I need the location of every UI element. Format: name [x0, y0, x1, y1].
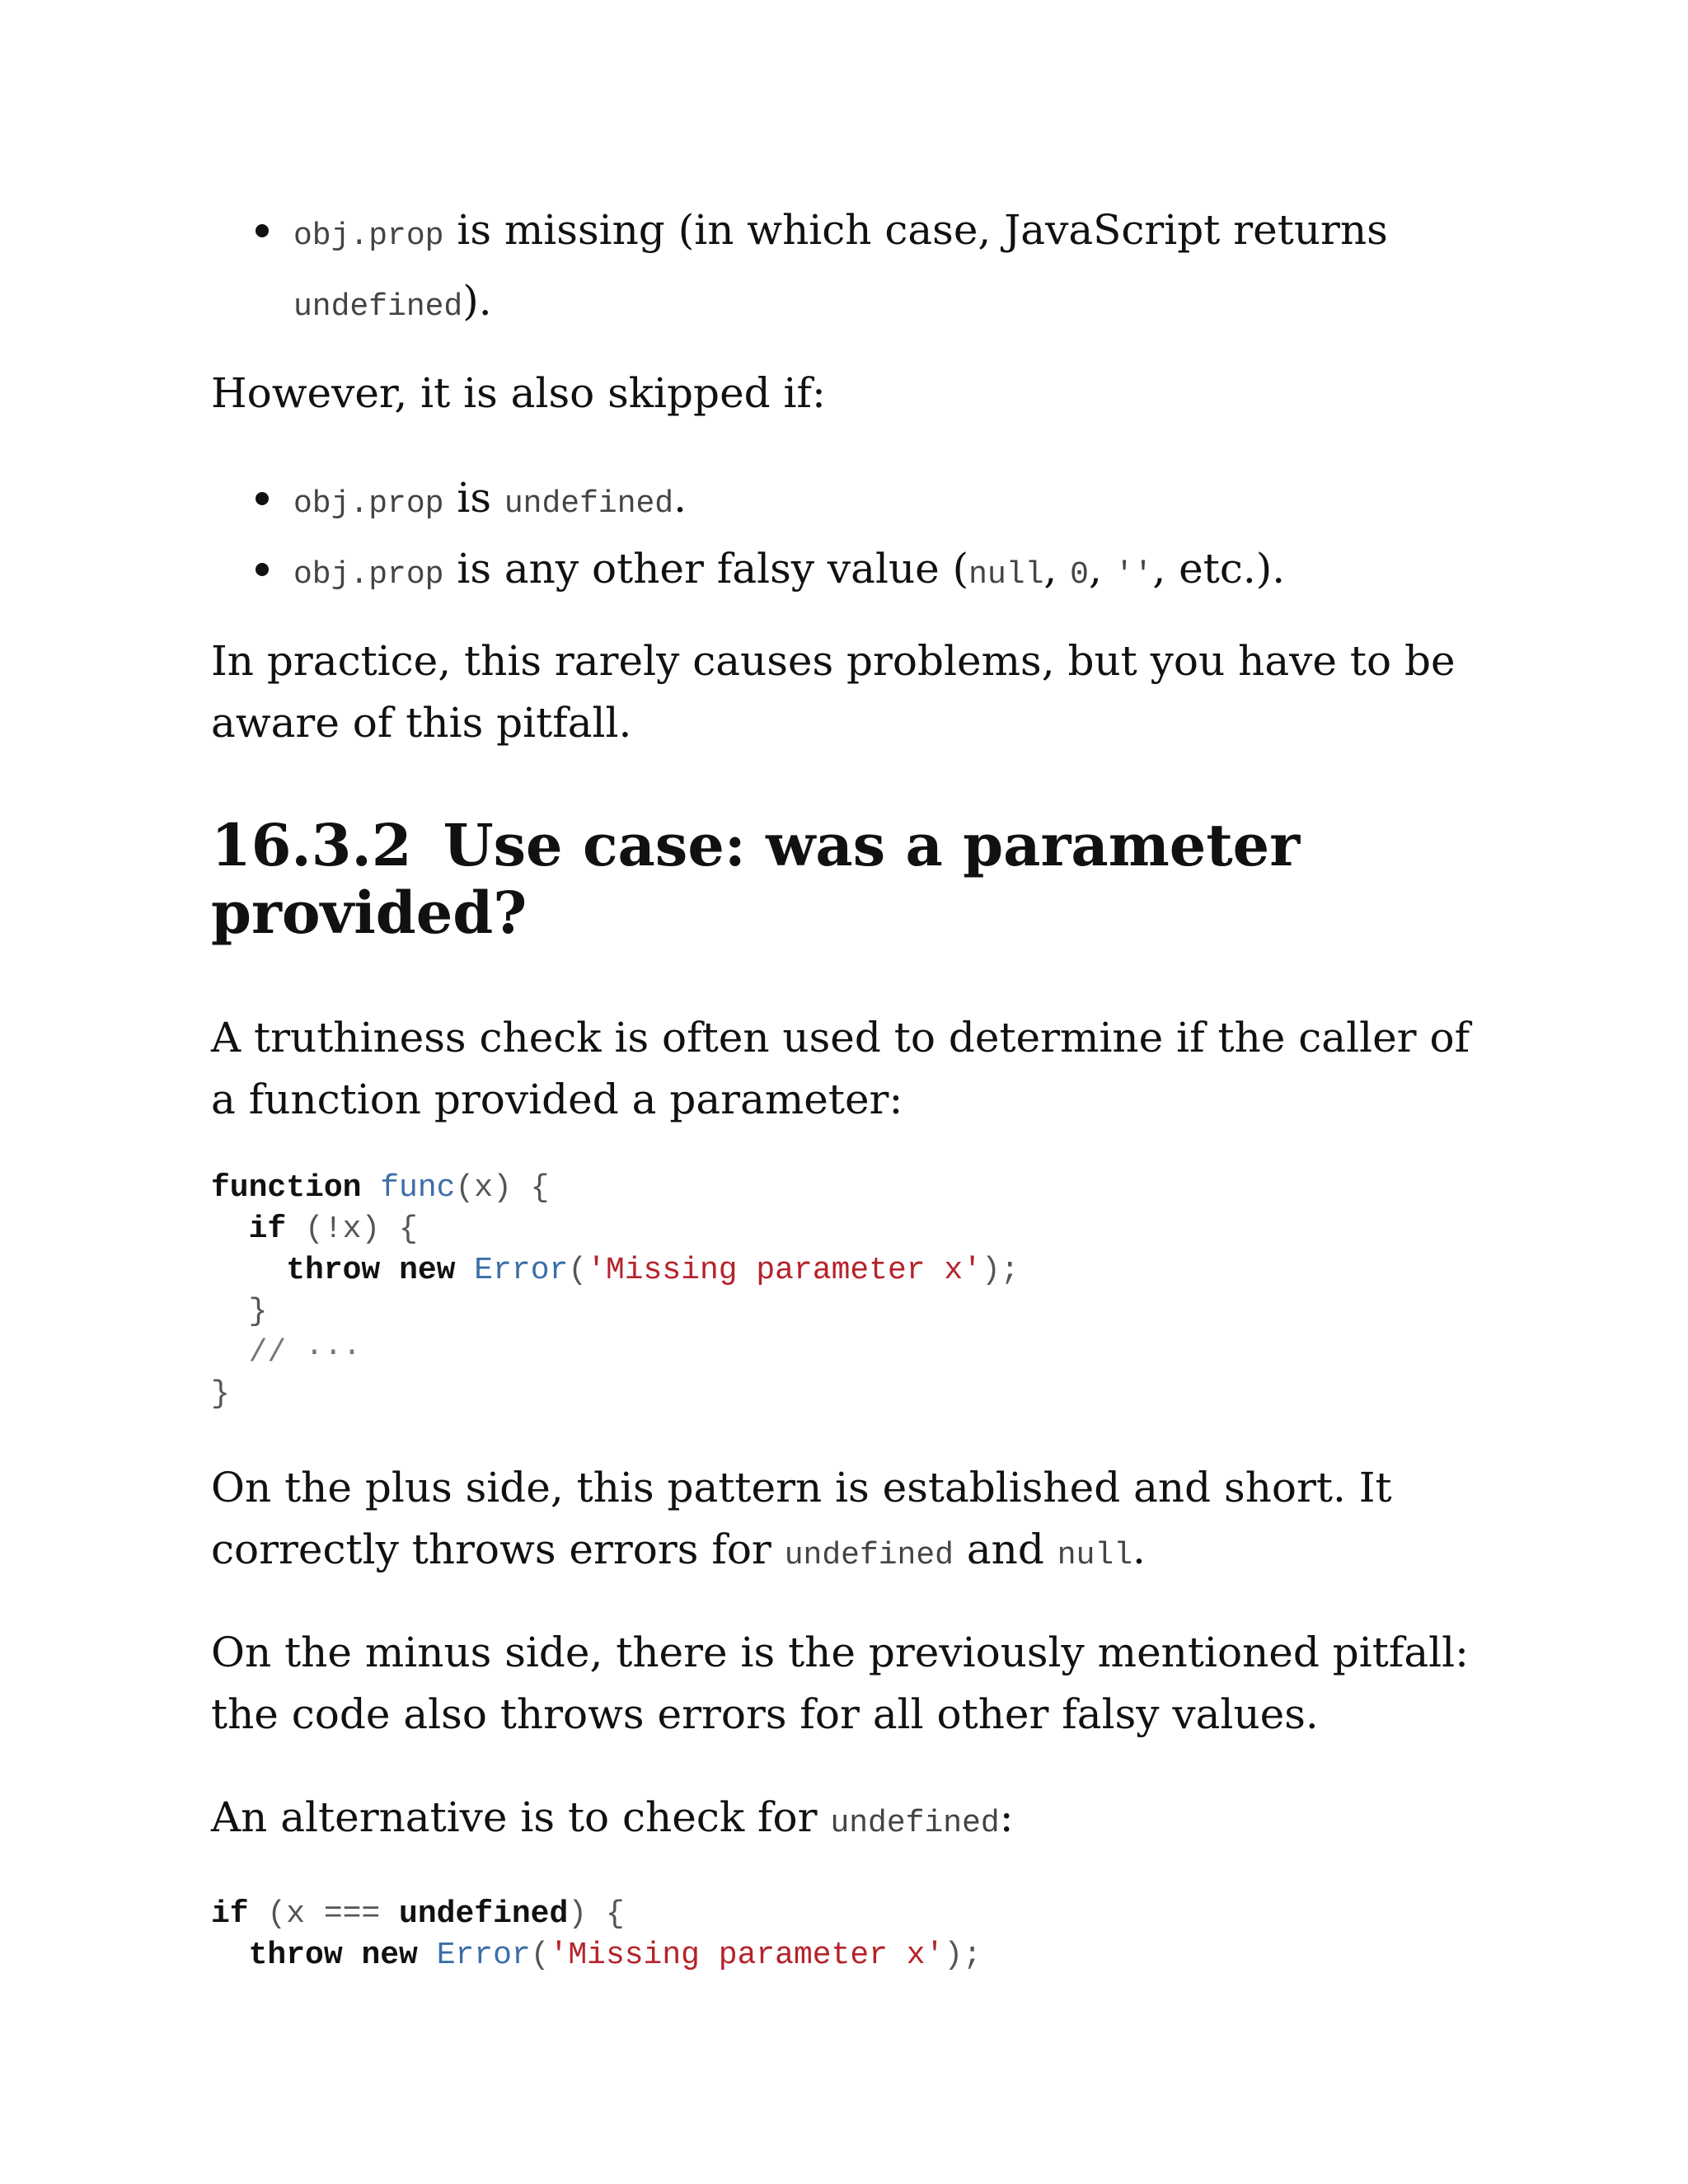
paragraph-text: An alternative is to check for — [211, 1793, 831, 1841]
paragraph-text: : — [999, 1793, 1014, 1841]
inline-code: undefined — [830, 1806, 1000, 1841]
code-string: 'Missing parameter x' — [549, 1938, 945, 1973]
inline-code: 0 — [1070, 557, 1089, 593]
code-keyword: new — [361, 1938, 418, 1973]
code-keyword: function — [211, 1170, 362, 1206]
list-item-text: , etc.). — [1152, 545, 1286, 593]
code-keyword: new — [399, 1253, 456, 1288]
missing-prop-list — [211, 198, 1497, 340]
inline-code: undefined — [784, 1538, 954, 1573]
code-keyword: if — [211, 1896, 249, 1932]
code-text: } — [248, 1294, 268, 1329]
paragraph-truthiness: A truthiness check is often used to determine if the caller of a function provided a parameter: — [211, 1014, 1470, 1123]
paragraph-however: However, it is also skipped if: — [211, 369, 826, 417]
list-item-text: ). — [462, 277, 492, 325]
code-block-undefined-check — [211, 1894, 982, 1976]
paragraph-text: . — [1132, 1526, 1146, 1573]
code-block-truthiness — [211, 1168, 1020, 1415]
section-heading — [211, 812, 1497, 947]
list-item-text: is any other falsy value ( — [443, 545, 969, 593]
paragraph-minus-side: On the minus side, there is the previously mentioned pitfall: the code also throws errors for all other falsy values. — [211, 1629, 1470, 1738]
list-item — [211, 466, 1497, 537]
code-text: ) { — [568, 1896, 625, 1932]
list-item-text: . — [673, 474, 687, 522]
code-keyword: if — [248, 1212, 287, 1247]
skipped-list — [211, 466, 1497, 607]
list-item-text: is missing (in which case, JavaScript returns — [443, 206, 1388, 254]
paragraph-alternative — [211, 1787, 1497, 1854]
code-text: (x) { — [455, 1170, 550, 1206]
list-item — [211, 537, 1497, 607]
code-comment: // ··· — [248, 1335, 362, 1371]
code-string: 'Missing parameter x' — [587, 1253, 982, 1288]
list-item-text: is — [443, 474, 504, 522]
paragraph-practice: In practice, this rarely causes problems, but you have to be aware of this pitfall. — [211, 637, 1456, 747]
inline-code: undefined — [504, 486, 674, 522]
inline-code: obj.prop — [293, 557, 444, 593]
code-text: ( — [530, 1938, 550, 1973]
inline-code: obj.prop — [293, 218, 444, 254]
code-text: ( — [568, 1253, 588, 1288]
code-text: } — [211, 1376, 230, 1412]
code-keyword: throw — [286, 1253, 381, 1288]
code-function-name: Error — [474, 1253, 569, 1288]
code-keyword: throw — [248, 1938, 343, 1973]
code-text: ); — [944, 1938, 982, 1973]
inline-code: null — [968, 557, 1044, 593]
inline-code: '' — [1114, 557, 1153, 593]
list-item — [211, 198, 1497, 340]
code-function-name: Error — [436, 1938, 531, 1973]
inline-code: null — [1057, 1538, 1132, 1573]
code-text: (!x) { — [286, 1212, 418, 1247]
paragraph-plus-side — [211, 1457, 1497, 1586]
section-title: Use case: was a parameter provided? — [211, 811, 1301, 947]
code-keyword: undefined — [399, 1896, 569, 1932]
inline-code: obj.prop — [293, 486, 444, 522]
code-text: (x === — [248, 1896, 400, 1932]
inline-code: undefined — [293, 289, 463, 325]
list-item-text: , — [1043, 545, 1071, 593]
paragraph-text: On the plus side, this pattern is established and short. It correctly throws errors for — [211, 1464, 1392, 1573]
section-number: 16.3.2 — [211, 811, 412, 879]
code-text: ); — [982, 1253, 1020, 1288]
paragraph-text: and — [953, 1526, 1057, 1573]
list-item-text: , — [1088, 545, 1115, 593]
code-function-name: func — [380, 1170, 456, 1206]
